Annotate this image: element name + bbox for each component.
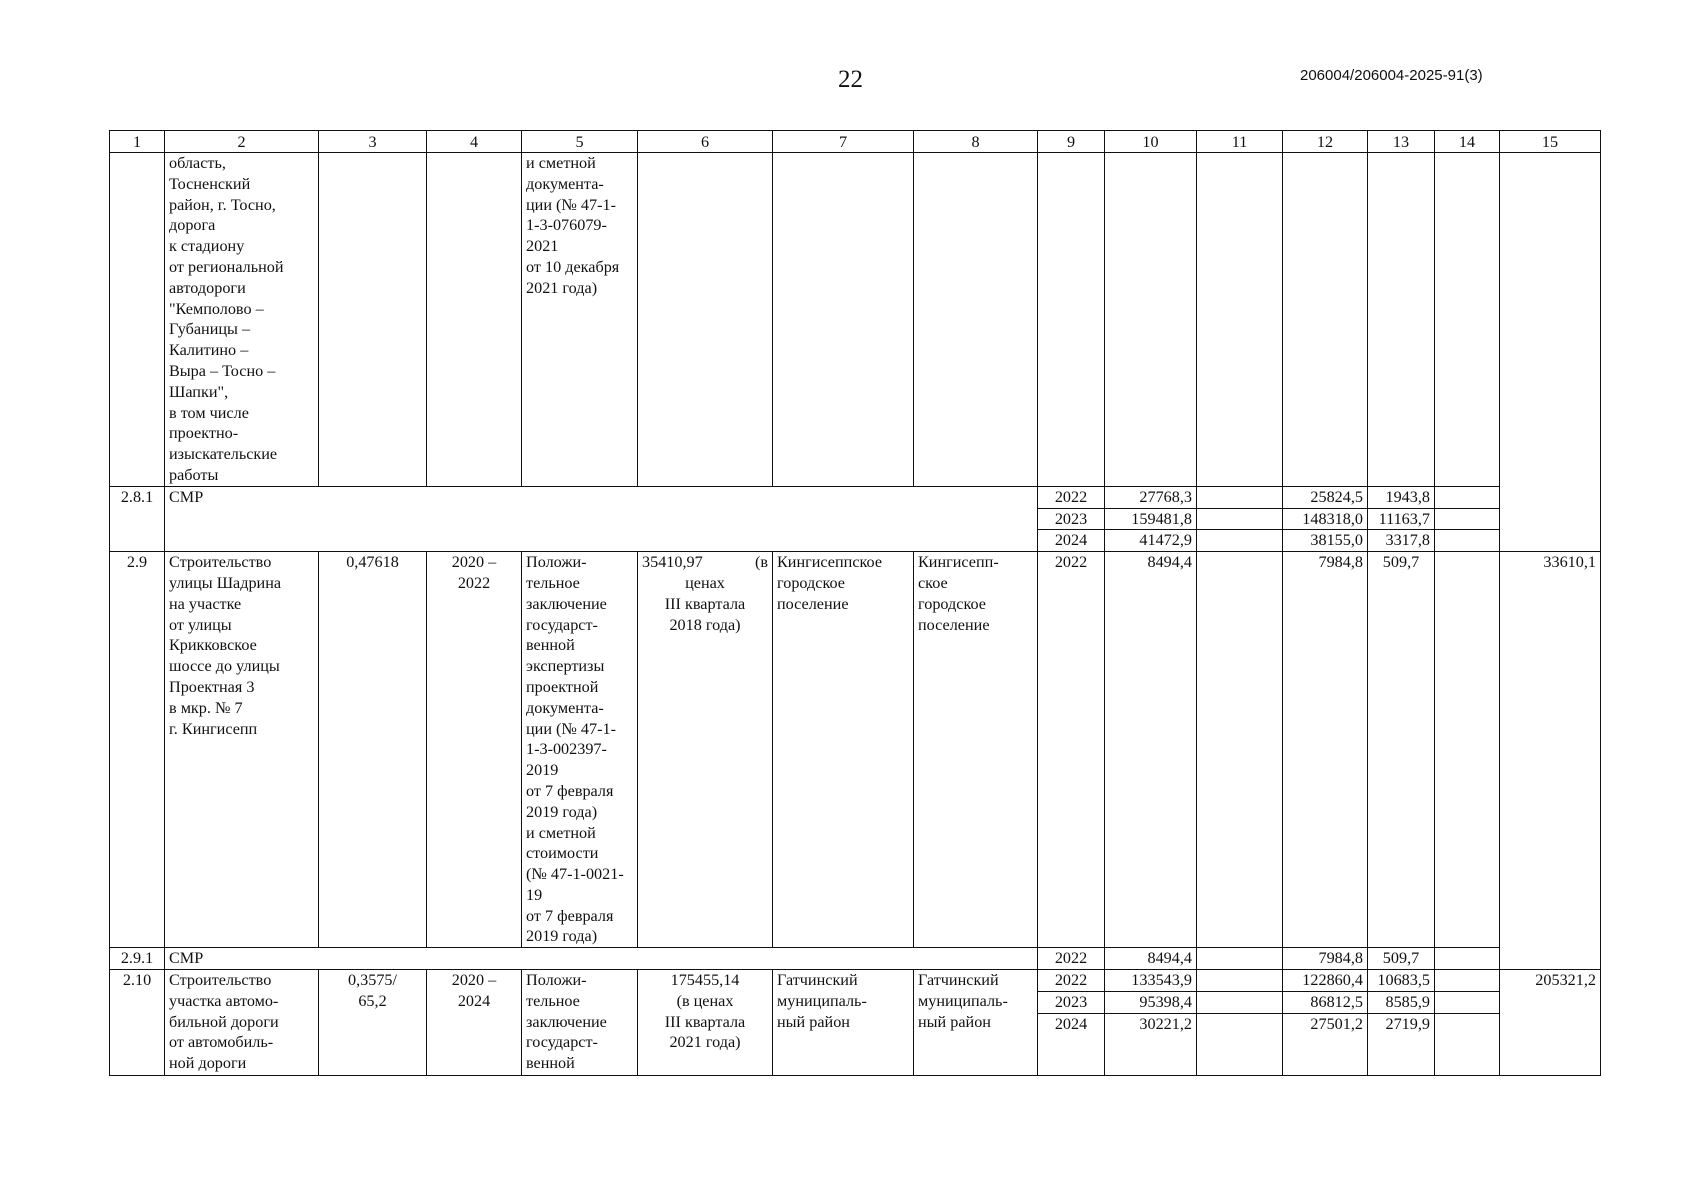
year-cell: 2022 <box>1038 970 1105 992</box>
item-number: 2.9 <box>110 552 165 948</box>
col-header: 15 <box>1500 131 1601 153</box>
item-label: СМР <box>165 948 1038 970</box>
amount-regional: 27501,2 <box>1283 1013 1368 1075</box>
amount-regional: 38155,0 <box>1283 530 1368 552</box>
cell <box>1197 530 1283 552</box>
amount-regional: 7984,8 <box>1283 552 1368 948</box>
year-cell: 2024 <box>1038 530 1105 552</box>
column-number-row <box>110 131 1601 153</box>
table-row <box>110 552 1601 948</box>
cell <box>1435 508 1500 530</box>
estimated-cost-cell: 35410,97 (в ценах III квартала 2018 года) <box>638 552 773 948</box>
col-header: 10 <box>1105 131 1197 153</box>
year-cell: 2023 <box>1038 508 1105 530</box>
cell <box>1197 552 1283 948</box>
cell <box>1197 486 1283 508</box>
table-row <box>110 948 1601 970</box>
cell <box>1197 153 1283 487</box>
item-number: 2.9.1 <box>110 948 165 970</box>
year-cell: 2022 <box>1038 948 1105 970</box>
cell <box>1435 991 1500 1013</box>
col-header: 4 <box>427 131 522 153</box>
cell <box>427 153 522 487</box>
item-number: 2.8.1 <box>110 486 165 551</box>
period-cell: 2020 – 2024 <box>427 970 522 1076</box>
customer-cell: Гатчинский муниципаль- ный район <box>773 970 914 1076</box>
col-header: 9 <box>1038 131 1105 153</box>
cell <box>1435 486 1500 508</box>
cell <box>638 153 773 487</box>
year-cell: 2023 <box>1038 991 1105 1013</box>
expertise-cell: и сметной документа- ции (№ 47-1- 1-3-076079- 2021 от 10 декабря 2021 года) <box>522 153 638 487</box>
cell <box>1435 552 1500 948</box>
col-header: 7 <box>773 131 914 153</box>
cell <box>914 153 1038 487</box>
amount-local: 509,7 <box>1368 552 1435 948</box>
table-row <box>110 970 1601 992</box>
object-name-cell: Строительство участка автомо- бильной дороги от автомобиль- ной дороги <box>165 970 319 1076</box>
owner-cell: Гатчинский муниципаль- ный район <box>914 970 1038 1076</box>
amount-local: 1943,8 <box>1368 486 1435 508</box>
amount-total: 8494,4 <box>1105 552 1197 948</box>
capacity-cell: 0,3575/ 65,2 <box>319 970 427 1076</box>
amount-local: 509,7 <box>1368 948 1435 970</box>
amount-regional: 148318,0 <box>1283 508 1368 530</box>
amount-regional: 7984,8 <box>1283 948 1368 970</box>
object-name-cell: область, Тосненский район, г. Тосно, дорога к стадиону от региональной автодороги "Кемполово – Губаницы – Калитино – Выра – Тосно – Шапки", в том числе проектно- изыскательские работы <box>165 153 319 487</box>
cell <box>1435 530 1500 552</box>
col-header: 2 <box>165 131 319 153</box>
cell <box>1435 970 1500 992</box>
cell <box>1500 153 1601 552</box>
cell <box>1435 1013 1500 1075</box>
year-cell: 2022 <box>1038 486 1105 508</box>
cell <box>1197 948 1283 970</box>
cell <box>1368 153 1435 487</box>
cell <box>319 153 427 487</box>
program-table <box>109 130 1601 1076</box>
item-number: 2.10 <box>110 970 165 1076</box>
amount-total: 133543,9 <box>1105 970 1197 992</box>
amount-total: 159481,8 <box>1105 508 1197 530</box>
col-header: 14 <box>1435 131 1500 153</box>
amount-total: 8494,4 <box>1105 948 1197 970</box>
customer-cell: Кингисеппское городское поселение <box>773 552 914 948</box>
col-header: 3 <box>319 131 427 153</box>
col-header: 1 <box>110 131 165 153</box>
cell <box>1435 153 1500 487</box>
period-cell: 2020 – 2022 <box>427 552 522 948</box>
total-cost-cell: 205321,2 <box>1500 970 1601 1076</box>
table-row <box>110 153 1601 487</box>
col-header: 11 <box>1197 131 1283 153</box>
total-cost-cell: 33610,1 <box>1500 552 1601 970</box>
amount-local: 8585,9 <box>1368 991 1435 1013</box>
amount-regional: 86812,5 <box>1283 991 1368 1013</box>
table-row <box>110 486 1601 508</box>
cell <box>110 153 165 487</box>
amount-total: 30221,2 <box>1105 1013 1197 1075</box>
owner-cell: Кингисепп- ское городское поселение <box>914 552 1038 948</box>
cell <box>1197 970 1283 992</box>
cell <box>1105 153 1197 487</box>
estimated-cost-cell: 175455,14 (в ценах III квартала 2021 года) <box>638 970 773 1076</box>
capacity-cell: 0,47618 <box>319 552 427 948</box>
col-header: 5 <box>522 131 638 153</box>
amount-local: 11163,7 <box>1368 508 1435 530</box>
col-header: 12 <box>1283 131 1368 153</box>
amount-regional: 25824,5 <box>1283 486 1368 508</box>
expertise-cell: Положи- тельное заключение государст- венной <box>522 970 638 1076</box>
page-number: 22 <box>838 66 863 93</box>
object-name-cell: Строительство улицы Шадрина на участке от улицы Крикковское шоссе до улицы Проектная 3 в мкр. № 7 г. Кингисепп <box>165 552 319 948</box>
col-header: 8 <box>914 131 1038 153</box>
amount-total: 41472,9 <box>1105 530 1197 552</box>
cell <box>1197 991 1283 1013</box>
amount-regional: 122860,4 <box>1283 970 1368 992</box>
col-header: 6 <box>638 131 773 153</box>
cell <box>773 153 914 487</box>
expertise-cell: Положи- тельное заключение государст- венной экспертизы проектной документа- ции (№ 47-1- 1-3-002397- 2019 от 7 февраля 2019 года) и сметной стоимости (№ 47-1-0021- 19 от 7 февраля 2019 года) <box>522 552 638 948</box>
year-cell: 2024 <box>1038 1013 1105 1075</box>
cell <box>1038 153 1105 487</box>
amount-local: 3317,8 <box>1368 530 1435 552</box>
cell <box>1197 1013 1283 1075</box>
item-label: СМР <box>165 486 1038 551</box>
col-header: 13 <box>1368 131 1435 153</box>
amount-local: 2719,9 <box>1368 1013 1435 1075</box>
document-code: 206004/206004-2025-91(3) <box>1300 67 1483 84</box>
cell <box>1283 153 1368 487</box>
amount-local: 10683,5 <box>1368 970 1435 992</box>
cell <box>1435 948 1500 970</box>
amount-total: 95398,4 <box>1105 991 1197 1013</box>
year-cell: 2022 <box>1038 552 1105 948</box>
amount-total: 27768,3 <box>1105 486 1197 508</box>
cell <box>1197 508 1283 530</box>
